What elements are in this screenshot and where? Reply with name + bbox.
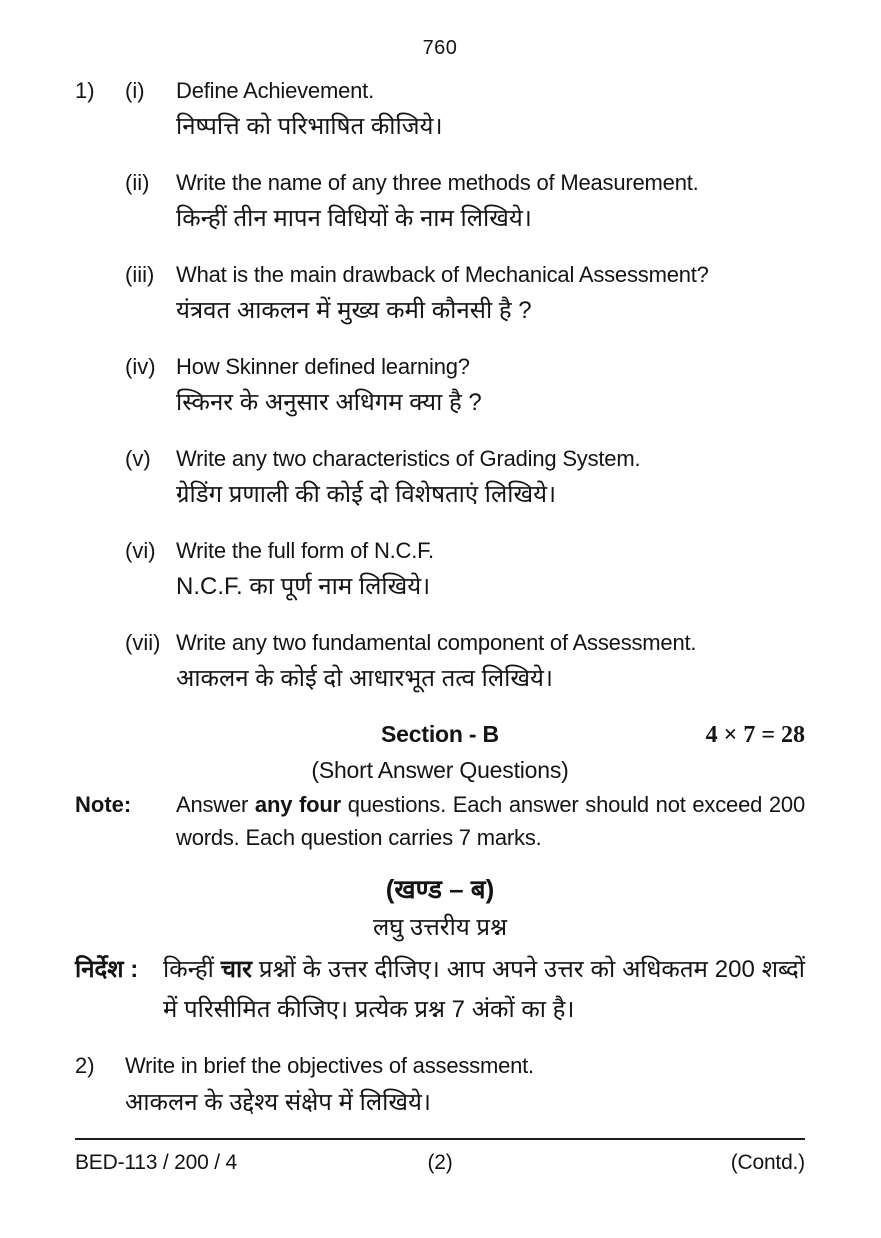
- sub-question-label: (vii): [125, 630, 161, 655]
- question-text-en: Write the full form of N.C.F.: [176, 538, 434, 563]
- sub-question-text: [176, 626, 805, 698]
- note-text-part2: questions. Each answer should not exceed 200 words. Each question carries 7 marks.: [176, 792, 805, 850]
- question-text-hi: ग्रेडिंग प्रणाली की कोई दो विशेषताएं लिखिये।: [176, 481, 557, 508]
- sub-question-label: (ii): [125, 170, 150, 195]
- question-1-block: [75, 74, 805, 698]
- note-text: [176, 788, 805, 854]
- question-text-en: Define Achievement.: [176, 78, 374, 103]
- sub-question-label: (v): [125, 446, 151, 471]
- question-text-hi: आकलन के कोई दो आधारभूत तत्व लिखिये।: [176, 665, 553, 692]
- sub-question-row: [75, 626, 805, 698]
- page-number-top: 760: [422, 37, 458, 59]
- question-text-hi: निष्पत्ति को परिभाषित कीजिये।: [176, 113, 443, 140]
- section-subtitle: (Short Answer Questions): [311, 757, 569, 783]
- sub-question-label: (vi): [125, 538, 156, 563]
- section-title: Section - B: [381, 721, 499, 747]
- sub-question-text: [176, 442, 805, 514]
- note-text-bold: any four: [254, 792, 341, 817]
- instructions-bold: चार: [220, 956, 252, 983]
- footer-page-number: (2): [427, 1151, 453, 1174]
- question-text-en: How Skinner defined learning?: [176, 354, 470, 379]
- sub-question-text: [176, 258, 805, 330]
- question-number: 1): [75, 78, 95, 103]
- note-text-part1: Answer: [176, 792, 249, 817]
- question-text-en: What is the main drawback of Mechanical Assessment?: [176, 262, 709, 287]
- sub-question-row: [75, 442, 805, 514]
- instructions-part1: किन्हीं: [163, 956, 214, 983]
- question-text-en: Write in brief the objectives of assessment.: [125, 1053, 534, 1078]
- sub-question-row: [75, 166, 805, 238]
- section-b-header: [75, 718, 805, 754]
- sub-question-text: [176, 74, 805, 146]
- instructions-label: निर्देश :: [75, 956, 139, 983]
- instructions-text: [163, 950, 805, 1030]
- question-number-spacer: [75, 534, 125, 606]
- question-number-spacer: [75, 166, 125, 238]
- question-text-hi: किन्हीं तीन मापन विधियों के नाम लिखिये।: [176, 205, 532, 232]
- section-marks: 4 × 7 = 28: [705, 722, 805, 748]
- sub-question-text: [176, 534, 805, 606]
- hindi-section-subtitle: लघु उत्तरीय प्रश्न: [372, 914, 508, 941]
- footer-paper-code: BED-113 / 200 / 4: [75, 1151, 237, 1174]
- sub-question-row: [75, 350, 805, 422]
- sub-question-row: [75, 74, 805, 146]
- question-text-en: Write the name of any three methods of Measurement.: [176, 170, 699, 195]
- question-2-block: [75, 1048, 805, 1122]
- question-number-spacer: [75, 258, 125, 330]
- question-text: [125, 1048, 805, 1122]
- instructions-block: [75, 950, 805, 1030]
- instructions-part2: प्रश्नों के उत्तर दीजिए। आप अपने उत्तर को अधिकतम 200 शब्दों में परिसीमित कीजिए। प्रत्येक प्रश्न 7 अंकों का है।: [163, 956, 806, 1023]
- note-label: Note:: [75, 792, 132, 817]
- question-text-en: Write any two fundamental component of Assessment.: [176, 630, 697, 655]
- question-text-hi: आकलन के उद्देश्य संक्षेप में लिखिये।: [125, 1089, 431, 1116]
- question-text-hi: N.C.F. का पूर्ण नाम लिखिये।: [176, 573, 431, 600]
- sub-question-row: [75, 258, 805, 330]
- question-number-spacer: [75, 350, 125, 422]
- question-text-hi: स्किनर के अनुसार अधिगम क्या है ?: [176, 389, 482, 416]
- question-text-en: Write any two characteristics of Grading System.: [176, 446, 641, 471]
- page-footer: [75, 1138, 805, 1176]
- question-number: 2): [75, 1053, 95, 1078]
- note-block: [75, 788, 805, 854]
- question-number-spacer: [75, 442, 125, 514]
- question-text-hi: यंत्रवत आकलन में मुख्य कमी कौनसी है ?: [176, 297, 532, 324]
- sub-question-text: [176, 350, 805, 422]
- sub-question-label: (i): [125, 78, 145, 103]
- hindi-section-title: (खण्ड – ब): [385, 874, 495, 904]
- sub-question-text: [176, 166, 805, 238]
- sub-question-label: (iv): [125, 354, 156, 379]
- question-number-spacer: [75, 626, 125, 698]
- sub-question-row: [75, 534, 805, 606]
- footer-contd: (Contd.): [730, 1151, 805, 1174]
- sub-question-label: (iii): [125, 262, 155, 287]
